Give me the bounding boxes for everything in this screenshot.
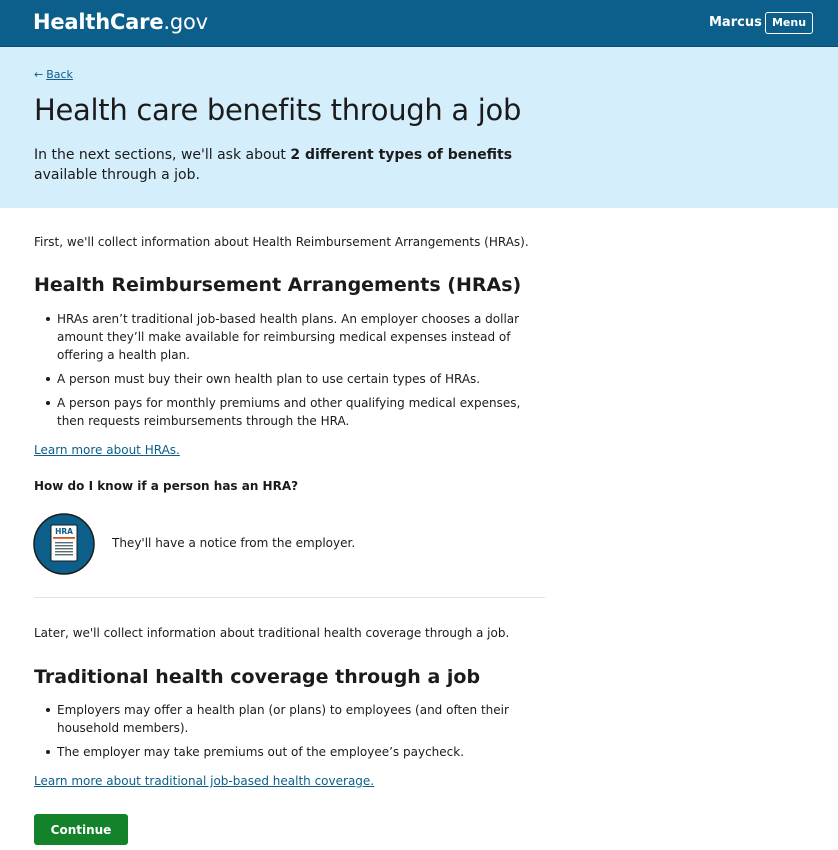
page-hero	[0, 47, 838, 208]
list-item: A person must buy their own health plan to use certain types of HRAs.	[34, 370, 544, 388]
list-item: The employer may take premiums out of the employee’s paycheck.	[34, 743, 544, 761]
back-link[interactable]	[34, 68, 73, 81]
hra-notice-text: They'll have a notice from the employer.	[112, 536, 356, 550]
hra-question: How do I know if a person has an HRA?	[34, 479, 299, 493]
back-label: Back	[46, 68, 73, 81]
hra-heading: Health Reimbursement Arrangements (HRAs)	[34, 274, 522, 296]
hero-intro-after: available through a job.	[34, 167, 200, 183]
hero-intro	[34, 145, 524, 185]
list-item: Employers may offer a health plan (or plans) to employees (and often their household members).	[34, 701, 544, 737]
hero-intro-bold: 2 different types of benefits	[290, 147, 513, 163]
hero-intro-before: In the next sections, we'll ask about	[34, 147, 291, 163]
site-header	[0, 0, 838, 47]
traditional-intro-text: Later, we'll collect information about traditional health coverage through a job.	[34, 626, 510, 640]
logo-brand: HealthCare	[33, 10, 164, 34]
logo-tld: .gov	[163, 10, 208, 34]
continue-button[interactable]: Continue	[34, 814, 128, 845]
hra-notice-icon	[33, 513, 95, 575]
traditional-bullet-list	[34, 701, 544, 767]
healthcare-gov-logo[interactable]	[33, 10, 208, 34]
user-name[interactable]: Marcus	[709, 15, 762, 30]
arrow-left-icon: ←	[34, 68, 44, 81]
list-item: A person pays for monthly premiums and other qualifying medical expenses, then requests reimbursements through the HRA.	[34, 394, 544, 430]
hra-icon-label: HRA	[55, 527, 73, 536]
learn-more-traditional-link[interactable]: Learn more about traditional job-based health coverage.	[34, 774, 375, 788]
hra-bullet-list	[34, 310, 544, 436]
section-divider	[34, 597, 545, 598]
traditional-heading: Traditional health coverage through a job	[34, 666, 481, 688]
page-title: Health care benefits through a job	[34, 93, 522, 127]
list-item: HRAs aren’t traditional job-based health plans. An employer chooses a dollar amount they’ll make available for reimbursing medical expenses instead of offering a health plan.	[34, 310, 544, 364]
hra-intro-text: First, we'll collect information about Health Reimbursement Arrangements (HRAs).	[34, 235, 529, 249]
learn-more-hras-link[interactable]: Learn more about HRAs.	[34, 443, 180, 457]
menu-button[interactable]: Menu	[765, 12, 813, 34]
